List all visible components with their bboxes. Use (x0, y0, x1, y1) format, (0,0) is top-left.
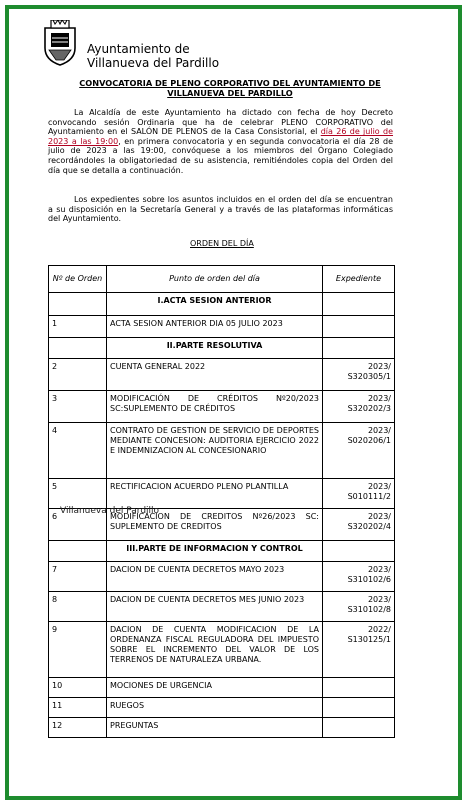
row-point: MODIFICACION DE CREDITOS Nº26/2023 SC: SUPLEMENTO DE CREDITOS (107, 509, 323, 541)
para1-end: , en primera convocatoria y en segunda convocatoria el día 28 de julio de 2023 a las 19:00, convóquese a los miembros del Órgano Colegiado recordándoles la obligatoriedad de su asistencia, remitiéndoles copia del Orden del día que se detalla a continuación. (48, 136, 393, 175)
row-number: 8 (49, 592, 107, 622)
para1-start: La Alcaldía de este Ayuntamiento ha dictado con fecha de hoy Decreto convocando sesión Ordinaria que ha de celebrar PLENO CORPORATIVO del Ayuntamiento en el SALÓN DE PLENOS de la Casa Consistorial, el (48, 108, 393, 137)
section-row (49, 338, 395, 359)
row-file (323, 316, 395, 338)
table-row (49, 592, 395, 622)
row-number: 9 (49, 622, 107, 678)
row-file: 2023/ S320202/4 (323, 509, 395, 541)
document-title (60, 78, 400, 98)
org-name-line1: Ayuntamiento de (87, 42, 190, 56)
section-row (49, 293, 395, 316)
agenda-heading: ORDEN DEL DÍA (190, 239, 254, 248)
row-point: DACION DE CUENTA MODIFICACION DE LA ORDENANZA FISCAL REGULADORA DEL IMPUESTO SOBRE EL INCREMENTO DEL VALOR DE LOS TERRENOS DE NATURALEZA URBANA. (107, 622, 323, 678)
row-number: 3 (49, 391, 107, 423)
table-row (49, 423, 395, 479)
coat-of-arms-icon (42, 20, 78, 66)
row-file: 2023/ S310102/8 (323, 592, 395, 622)
col-header-file: Expediente (323, 266, 395, 293)
row-file: 2023/ S020206/1 (323, 423, 395, 479)
row-file: 2023/ S310102/6 (323, 562, 395, 592)
row-number: 1 (49, 316, 107, 338)
row-number: 12 (49, 718, 107, 738)
session-date: día 26 de julio de 2023 a las 19:00 (48, 127, 394, 146)
row-file (323, 718, 395, 738)
table-row (49, 479, 395, 509)
files-paragraph: Los expedientes sobre los asuntos incluidos en el orden del día se encuentran a su disposición en la Secretaría General y a través de las plataformas informáticas del Ayuntamiento. (48, 195, 393, 224)
row-number: 10 (49, 678, 107, 698)
row-file: 2023/ S010111/2 (323, 479, 395, 509)
section-title: III.PARTE DE INFORMACION Y CONTROL (107, 541, 323, 562)
row-point: PREGUNTAS (107, 718, 323, 738)
row-number: 6 (49, 509, 107, 541)
table-row (49, 391, 395, 423)
row-point: RECTIFICACION ACUERDO PLENO PLANTILLA (107, 479, 323, 509)
table-header-row (49, 266, 395, 293)
row-point: DACION DE CUENTA DECRETOS MAYO 2023 (107, 562, 323, 592)
table-row (49, 622, 395, 678)
row-number: 7 (49, 562, 107, 592)
section-title: I.ACTA SESION ANTERIOR (107, 293, 323, 316)
col-header-point: Punto de orden del día (107, 266, 323, 293)
row-point: DACION DE CUENTA DECRETOS MES JUNIO 2023 (107, 592, 323, 622)
row-file: 2022/ S130125/1 (323, 622, 395, 678)
col-header-number: Nº de Orden (49, 266, 107, 293)
row-number: 2 (49, 359, 107, 391)
section-row (49, 541, 395, 562)
title-line2: VILLANUEVA DEL PARDILLO (167, 88, 293, 98)
agenda-table (48, 265, 395, 738)
page-break-header-fragment: Villanueva del Pardillo (60, 506, 160, 516)
table-row (49, 678, 395, 698)
row-point: ACTA SESION ANTERIOR DIA 05 JULIO 2023 (107, 316, 323, 338)
table-row (49, 316, 395, 338)
row-point: RUEGOS (107, 698, 323, 718)
row-file (323, 698, 395, 718)
table-row (49, 359, 395, 391)
row-point: CONTRATO DE GESTION DE SERVICIO DE DEPORTES MEDIANTE CONCESION: AUDITORIA EJERCICIO 2022 E INDEMNIZACION AL CONCESIONARIO (107, 423, 323, 479)
section-title: II.PARTE RESOLUTIVA (107, 338, 323, 359)
table-row (49, 698, 395, 718)
row-number: 4 (49, 423, 107, 479)
convocation-paragraph (48, 108, 393, 175)
title-line1: CONVOCATORIA DE PLENO CORPORATIVO DEL AYUNTAMIENTO DE (79, 78, 381, 88)
row-file: 2023/ S320305/1 (323, 359, 395, 391)
org-name-line2: Villanueva del Pardillo (87, 56, 220, 70)
row-point: CUENTA GENERAL 2022 (107, 359, 323, 391)
row-point: MOCIONES DE URGENCIA (107, 678, 323, 698)
letterhead (42, 20, 242, 70)
row-file: 2023/ S320202/3 (323, 391, 395, 423)
row-number: 5 (49, 479, 107, 509)
table-row (49, 562, 395, 592)
row-point: MODIFICACIÓN DE CRÉDITOS Nº20/2023 SC:SUPLEMENTO DE CRÉDITOS (107, 391, 323, 423)
row-file (323, 678, 395, 698)
table-row (49, 718, 395, 738)
row-number: 11 (49, 698, 107, 718)
